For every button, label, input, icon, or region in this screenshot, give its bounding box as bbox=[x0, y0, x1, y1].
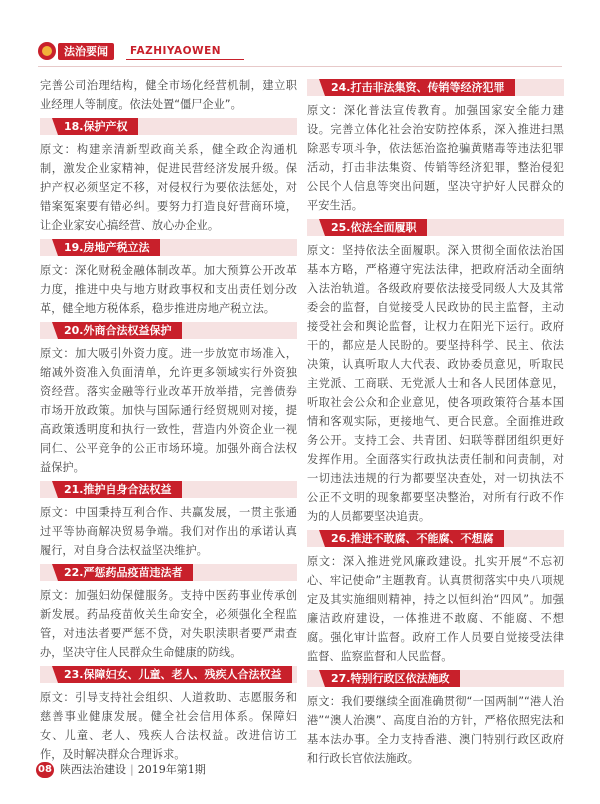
left-column bbox=[40, 76, 297, 768]
section-heading-label: 19.房地产税立法 bbox=[58, 239, 160, 256]
section-heading-label: 18.保护产权 bbox=[58, 118, 138, 135]
section-heading bbox=[307, 670, 564, 687]
logo-icon bbox=[38, 42, 56, 60]
section-en-label: FAZHIYAOWEN bbox=[126, 43, 244, 60]
section-heading bbox=[307, 530, 564, 547]
footer-publication bbox=[60, 762, 206, 778]
page-header bbox=[0, 0, 600, 72]
body-paragraph: 原文：深化财税金融体制改革。加大预算公开改革力度，推进中央与地方财政事权和支出责任划分改革，健全地方税体系，稳步推进房地产税立法。 bbox=[40, 264, 297, 315]
section-heading-label: 23.保障妇女、儿童、老人、残疾人合法权益 bbox=[58, 666, 292, 683]
footer-separator: | bbox=[130, 763, 134, 776]
section-heading bbox=[40, 666, 297, 683]
body-paragraph: 原文：深化普法宣传教育。加强国家安全能力建设。完善立体化社会治安防控体系，深入推进扫黑除恶专项斗争，依法惩治盗抢骗黄赌毒等违法犯罪活动，打击非法集资、传销等经济犯罪，整治侵犯公民个人信息等突出问题，坚决守护好人民群众的平安生活。 bbox=[307, 104, 564, 212]
magazine-name: 陕西法治建设 bbox=[60, 763, 126, 776]
header-divider bbox=[38, 66, 562, 67]
section-heading-label: 27.特别行政区依法施政 bbox=[325, 670, 460, 687]
section-heading-label: 22.严惩药品疫苗违法者 bbox=[58, 564, 193, 581]
section-heading-label: 21.推护自身合法权益 bbox=[58, 481, 182, 498]
page-number: 08 bbox=[36, 762, 54, 778]
body-paragraph: 原文：深入推进党风廉政建设。扎实开展“不忘初心、牢记使命”主题教育。认真贯彻落实中央八项规定及其实施细则精神，持之以恒纠治“四风”。加强廉洁政府建设，一体推进不敢腐、不能腐、不想腐。强化审计监督。政府工作人员要自觉接受法律监督、监察监督和人民监督。 bbox=[307, 555, 564, 663]
body-paragraph: 原文：中国秉持互利合作、共赢发展，一贯主张通过平等协商解决贸易争端。我们对作出的承诺认真履行，对自身合法权益坚决维护。 bbox=[40, 506, 297, 557]
body-paragraph: 原文：构建亲清新型政商关系，健全政企沟通机制，激发企业家精神，促进民营经济发展升级。保护产权必须坚定不移，对侵权行为要依法惩处，对错案冤案要有错必纠。要努力打造良好营商环境，让企业家安心搞经营、放心办企业。 bbox=[40, 143, 297, 232]
body-paragraph: 原文：加强妇幼保健服务。支持中医药事业传承创新发展。药品疫苗攸关生命安全，必须强化全程监管，对违法者要严惩不贷，对失职渎职者要严肃查办，坚决守住人民群众生命健康的防线。 bbox=[40, 589, 297, 659]
body-paragraph: 原文：引导支持社会组织、人道救助、志愿服务和慈善事业健康发展。健全社会信用体系。保障妇女、儿童、老人、残疾人合法权益。改进信访工作，及时解决群众合理诉求。 bbox=[40, 691, 297, 761]
section-heading-label: 25.依法全面履职 bbox=[325, 219, 427, 236]
section-heading bbox=[307, 219, 564, 236]
section-heading bbox=[40, 564, 297, 581]
section-heading bbox=[40, 481, 297, 498]
section-heading bbox=[40, 322, 297, 339]
body-paragraph: 原文：我们要继续全面准确贯彻“一国两制”“港人治港”“澳人治澳”、高度自治的方针，严格依照宪法和基本法办事。全力支持香港、澳门特别行政区政府和行政长官依法施政。 bbox=[307, 695, 564, 765]
page-footer bbox=[36, 760, 564, 780]
section-heading-label: 20.外商合法权益保护 bbox=[58, 322, 182, 339]
section-heading-label: 24.打击非法集资、传销等经济犯罪 bbox=[325, 79, 515, 96]
right-column bbox=[307, 76, 564, 772]
body-paragraph: 完善公司治理结构，健全市场化经营机制，建立职业经理人等制度。依法处置“僵尸企业”。 bbox=[40, 79, 297, 111]
section-heading bbox=[40, 239, 297, 256]
section-heading bbox=[40, 118, 297, 135]
section-heading bbox=[307, 79, 564, 96]
body-paragraph: 原文：坚持依法全面履职。深入贯彻全面依法治国基本方略，严格遵守宪法法律，把政府活动全面纳入法治轨道。各级政府要依法接受同级人大及其常委会的监督，自觉接受人民政协的民主监督，主动接受社会和舆论监督，让权力在阳光下运行。政府干的，都应是人民盼的。要坚持科学、民主、依法决策，认真听取人大代表、政协委员意见，听取民主党派、工商联、无党派人士和各人民团体意见，听取社会公众和企业意见，使各项政策符合基本国情和客观实际，更接地气、更合民意。全面推进政务公开。支持工会、共青团、妇联等群团组织更好发挥作用。全面落实行政执法责任制和问责制，对一切违法违规的行为都要坚决查处，对一切执法不公正不文明的现象都要坚决整治，对所有行政不作为的人员都要坚决追责。 bbox=[307, 244, 564, 523]
issue-label: 2019年第1期 bbox=[137, 763, 206, 776]
section-heading-label: 26.推进不敢腐、不能腐、不想腐 bbox=[325, 530, 504, 547]
section-tag: 法治要闻 bbox=[58, 43, 114, 60]
body-paragraph: 原文：加大吸引外资力度。进一步放宽市场准入，缩减外资准入负面清单，允许更多领域实行外资独资经营。落实金融等行业改革开放举措，完善债券市场开放政策。加快与国际通行经贸规则对接，提高政策透明度和执行一致性，营造内外资企业一视同仁、公平竞争的公正市场环境。加强外商合法权益保护。 bbox=[40, 347, 297, 474]
